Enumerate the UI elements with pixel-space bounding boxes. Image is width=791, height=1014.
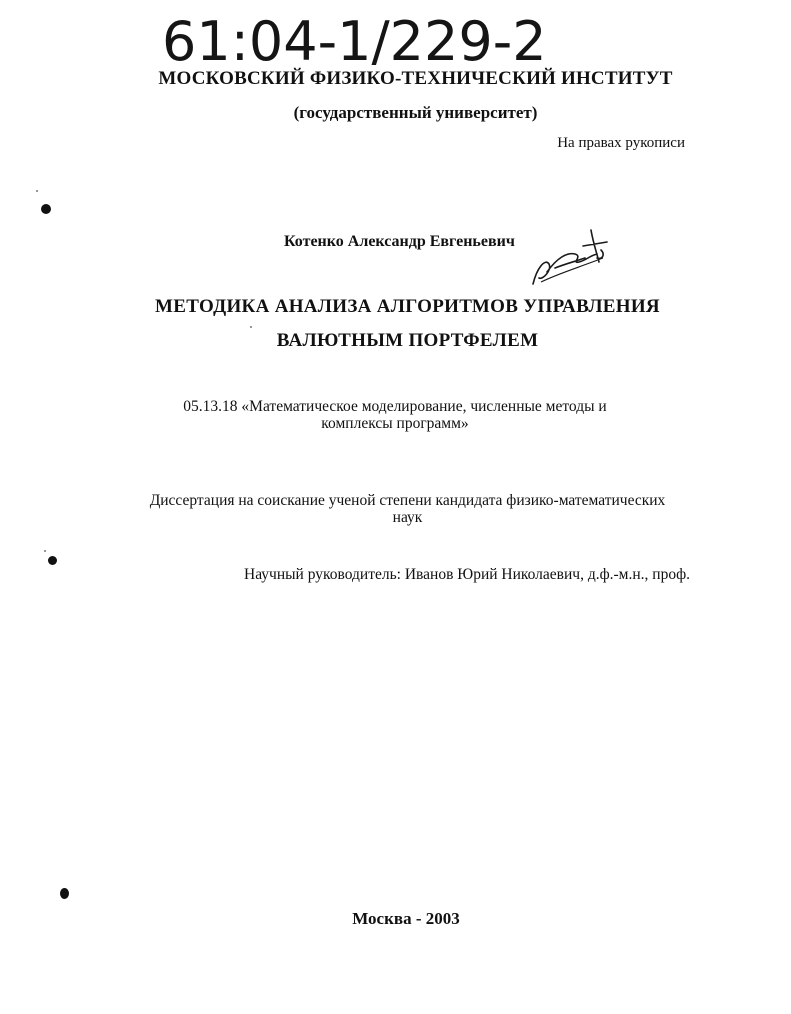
institute-name: МОСКОВСКИЙ ФИЗИКО-ТЕХНИЧЕСКИЙ ИНСТИТУТ <box>158 68 673 89</box>
rights-note: На правах рукописи <box>557 135 685 151</box>
author-name: Котенко Александр Евгеньевич <box>284 233 515 250</box>
dissertation-statement <box>120 492 695 526</box>
handwritten-archive-number <box>160 8 640 70</box>
specialty-line-2: комплексы программ» <box>321 415 469 432</box>
scientific-supervisor: Научный руководитель: Иванов Юрий Николаевич, д.ф.-м.н., проф. <box>244 566 690 583</box>
thesis-title-line-2: ВАЛЮТНЫМ ПОРТФЕЛЕМ <box>276 330 539 351</box>
archive-number-text: 61:04-1/229-2 <box>162 10 547 70</box>
specialty-code <box>150 398 640 432</box>
city-year: Москва - 2003 <box>352 909 460 928</box>
scan-speck <box>250 326 252 328</box>
scan-speck <box>36 190 38 192</box>
institute-status: (государственный университет) <box>293 103 538 122</box>
thesis-title-line-1: МЕТОДИКА АНАЛИЗА АЛГОРИТМОВ УПРАВЛЕНИЯ <box>155 296 660 317</box>
dissertation-line-2: наук <box>392 509 423 526</box>
specialty-line-1: 05.13.18 «Математическое моделирование, численные методы и <box>183 398 607 415</box>
author-signature <box>527 228 612 290</box>
punch-hole-mark <box>60 888 69 899</box>
punch-hole-mark <box>41 204 51 214</box>
dissertation-line-1: Диссертация на соискание ученой степени кандидата физико-математических <box>149 492 666 509</box>
scan-speck <box>44 550 46 552</box>
punch-hole-mark <box>48 556 57 565</box>
